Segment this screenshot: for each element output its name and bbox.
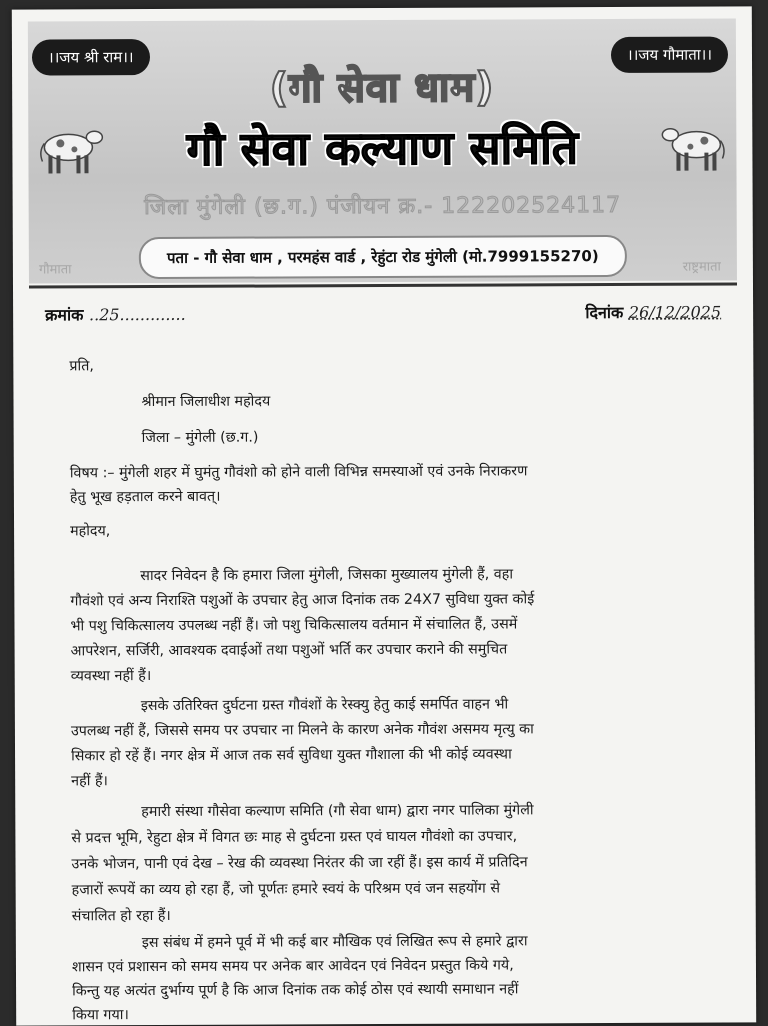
reference-label: क्रमांक xyxy=(45,305,84,325)
faint-left-text: गौमाता xyxy=(38,262,72,278)
date-label: दिनांक xyxy=(585,302,624,323)
paragraph-3 xyxy=(71,797,674,930)
subject-line: विषय :– मुंगेली शहर में घुमंतु गौवंशो को होने वाली विभिन्न समस्याओं एवं उनके निराकरण xyxy=(69,463,528,482)
paragraph-line: गौवंशो एवं अन्य निराश्ति पशुओं के उपचार हेतु आज दिनांक तक 24X7 सुविधा युक्त कोई xyxy=(70,591,535,610)
left-slogan: ।।जय श्री राम।। xyxy=(32,39,150,76)
registration-line: जिला मुंगेली (छ.ग.) पंजीयन क्र.- 122202524117 xyxy=(144,192,622,221)
cow-icon xyxy=(660,118,730,174)
paragraph-line: नहीं हैं। xyxy=(71,773,108,790)
paragraph-line: उपलब्ध नहीं हैं, जिससे समय पर उपचार ना मिलने के कारण अनेक गौवंश असमय मृत्यु का xyxy=(70,721,534,740)
reference-number xyxy=(45,303,186,326)
letterhead-divider xyxy=(29,282,737,288)
paragraph-4 xyxy=(72,929,674,1026)
reference-row xyxy=(45,297,721,328)
subject-line: हेतु भूख हड़ताल करने बावत्। xyxy=(69,488,221,506)
paragraph-2 xyxy=(71,692,673,795)
paragraph-line: शासन एवं प्रशासन को समय समय पर अनेक बार आवेदन एवं निवेदन प्रस्तुत किये गये, xyxy=(71,957,514,976)
paragraph-line: हजारों रूपयें का व्यय हो रहा हैं, जो पूर्णतः हमारे स्वयं के परिश्रम एवं जन सहयोंग से xyxy=(71,880,501,899)
paragraph-line: उनके भोजन, पानी एवं देख – रेख की व्यवस्था निरंतर की जा रहीं हैं। इस कार्य में प्रतिदिन xyxy=(71,854,528,873)
letter-page xyxy=(12,6,756,1025)
date-field xyxy=(585,301,721,324)
cow-icon xyxy=(34,121,104,177)
address-bar: पता - गौ सेवा धाम , परमहंस वार्ड , रेहुंटा रोड मुंगेली (मो.7999155270) xyxy=(139,235,627,279)
paragraph-1 xyxy=(70,562,673,690)
paragraph-line: भी पशु चिकित्सालय उपलब्ध नहीं हैं। जो पशु चिकित्सालय वर्तमान में संचालित हैं, उसमें xyxy=(70,616,518,635)
recipient-line-1: श्रीमान जिलाधीश महोदय xyxy=(141,393,271,411)
paragraph-line: हमारी संस्था गौसेवा कल्याण समिति (गौ सेवा धाम) द्वारा नगर पालिका मुंगेली xyxy=(141,802,534,821)
paragraph-line: किन्तु यह अत्यंत दुर्भाग्य पूर्ण है कि आज दिनांक तक कोई ठोस एवं स्थायी समाधान नहीं xyxy=(72,981,519,1000)
letterhead xyxy=(28,18,737,283)
faint-right-text: राष्ट्रमाता xyxy=(682,259,721,275)
paragraph-line: इसके उतिरिक्त दुर्घटना ग्रस्त गौवंशों के रेस्क्यु हेतु काई समर्पित वाहन भी xyxy=(140,696,509,715)
paragraph-line: इस संबंध में हमने पूर्व में भी कई बार मौखिक एवं लिखित रूप से हमारे द्वारा xyxy=(141,933,528,952)
salutation: महोदय, xyxy=(70,523,111,540)
paragraph-line: सादर निवेदन है कि हमारा जिला मुंगेली, जिसका मुख्यालय मुंगेली हैं, वहा xyxy=(140,566,514,585)
tagline: (गौ सेवा धाम) xyxy=(269,64,495,112)
prati: प्रति, xyxy=(69,358,94,375)
subject xyxy=(70,459,672,510)
paragraph-line: किया गया। xyxy=(72,1007,129,1024)
org-name: गौ सेवा कल्याण समिति xyxy=(186,120,579,176)
paragraph-line: व्यवस्था नहीं हैं। xyxy=(70,668,152,685)
paragraph-line: संचालित हो रहा हैं। xyxy=(71,907,171,925)
recipient-line-2: जिला – मुंगेली (छ.ग.) xyxy=(141,429,259,447)
reference-value: ..25............. xyxy=(88,304,186,325)
paragraph-line: से प्रदत्त भूमि, रेहुटा क्षेत्र में विगत छः माह से दुर्घटना ग्रस्त एवं घायल गौवंशो का उपचार, xyxy=(71,828,518,847)
paragraph-line: सिकार हो रहें हैं। नगर क्षेत्र में आज तक सर्व सुविधा युक्त गौशाला की भी कोई व्यवस्था xyxy=(71,746,512,765)
right-slogan: ।।जय गौमाता।। xyxy=(611,36,728,73)
paragraph-line: आपरेशन, सर्जिरी, आवश्यक दवाईओं तथा पशुओं भर्ति कर उपचार कराने की समुचित xyxy=(70,641,508,660)
date-value: 26/12/2025 xyxy=(628,302,722,322)
